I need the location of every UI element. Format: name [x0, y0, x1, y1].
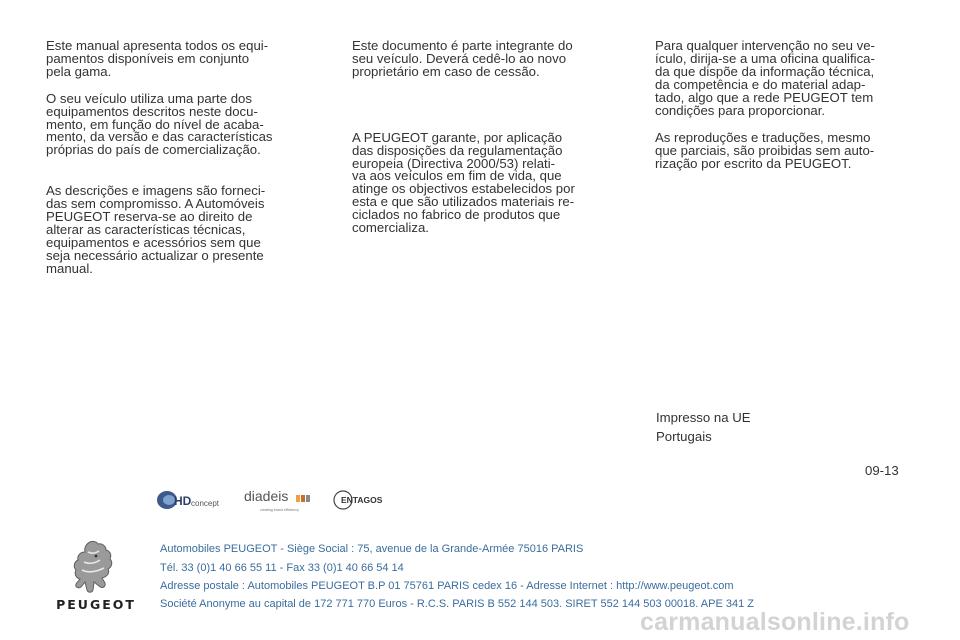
printed-in-label: Impresso na UE [656, 410, 751, 425]
text-column-2 [352, 40, 610, 235]
diadeis-logo [244, 486, 316, 514]
paragraph: As descrições e imagens são forneci- das sem compromisso. A Automóveis PEUGEOT reserva-se ao direito de alterar as características técnicas, equipamentos e acessórios sem que seja necessário actualizar o presente manual. [46, 183, 266, 276]
diadeis-name: diadeis [244, 488, 289, 504]
paragraph: A PEUGEOT garante, por aplicação das disposições da regulamentação europeia (Directiva 2000/53) relati- va aos veículos em fim de vida, que atinge os objectivos estabelecidos por esta e que são utilizados materiais re- ciclados no fabrico de produtos que comercializa. [352, 129, 575, 236]
entagos-name: ENTAGOS [341, 495, 383, 505]
document-code: 09-13 [865, 463, 899, 478]
text-column-3 [655, 40, 913, 171]
diadeis-logo-icon [244, 486, 316, 514]
watermark: carmanualsonline.info [640, 608, 910, 636]
language-label: Portugais [656, 429, 712, 444]
paragraph: Este manual apresenta todos os equi- pamentos disponíveis em conjunto pela gama. [46, 38, 269, 79]
diadeis-tagline: creating brand efficiency [260, 508, 299, 512]
hdconcept-logo [156, 486, 226, 514]
footer-company-line: Société Anonyme au capital de 172 771 770 Euros - R.C.S. PARIS B 552 144 503. SIRET 552 144 503 00018. APE 341 Z [160, 598, 754, 610]
paragraph: As reproduções e traduções, mesmo que parciais, são proibidas sem auto- rização por escrito da PEUGEOT. [655, 130, 875, 172]
footer-phone-line: Tél. 33 (0)1 40 66 55 11 - Fax 33 (0)1 40 66 54 14 [160, 562, 404, 574]
peugeot-lion-icon [66, 540, 122, 599]
paragraph: O seu veículo utiliza uma parte dos equipamentos descritos neste docu- mento, em função do nível de acaba- mento, da versão e das características próprias do país de comercialização. [46, 90, 273, 158]
paragraph: Este documento é parte integrante do seu veículo. Deverá cedê-lo ao novo proprietário em caso de cessão. [352, 38, 573, 79]
hdconcept-logo-icon [156, 488, 226, 512]
entagos-logo [333, 486, 393, 514]
text-column-1 [46, 40, 306, 276]
peugeot-wordmark: PEUGEOT [56, 597, 136, 612]
hdconcept-suffix: concept [191, 499, 220, 508]
hdconcept-prefix: HD [174, 494, 192, 508]
paragraph: Para qualquer intervenção no seu ve- ículo, dirija-se a uma oficina qualifica- da que dispõe da informação técnica, da competência e do material adap- tado, algo que a rede PEUGEOT tem condições para proporcionar. [655, 38, 875, 118]
footer-address-line: Automobiles PEUGEOT - Siège Social : 75, avenue de la Grande-Armée 75016 PARIS [160, 543, 584, 555]
entagos-logo-icon [333, 487, 393, 513]
footer-postal-line: Adresse postale : Automobiles PEUGEOT B.P 01 75761 PARIS cedex 16 - Adresse Internet : http://www.peugeot.com [160, 580, 734, 592]
